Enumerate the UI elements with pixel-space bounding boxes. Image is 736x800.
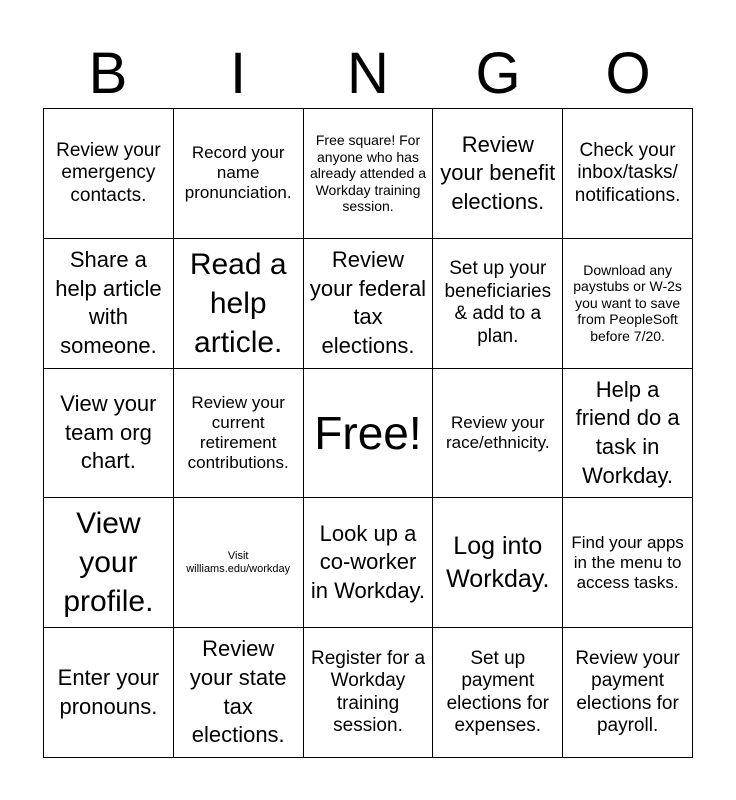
bingo-card: [43, 108, 693, 758]
header-letter-g: G: [475, 41, 521, 106]
bingo-square[interactable]: Review your benefit elections.: [433, 109, 563, 239]
header-letter-b: B: [88, 41, 128, 106]
bingo-square[interactable]: Check your inbox/tasks/ notifications.: [563, 109, 693, 239]
bingo-square[interactable]: Review your federal tax elections.: [304, 239, 434, 369]
bingo-square[interactable]: Review your current retirement contributions.: [174, 369, 304, 499]
bingo-square[interactable]: Review your payment elections for payroll.: [563, 628, 693, 758]
bingo-square[interactable]: Share a help article with someone.: [44, 239, 174, 369]
free-square-note[interactable]: Free square! For anyone who has already attended a Workday training session.: [304, 109, 434, 239]
bingo-square[interactable]: Enter your pronouns.: [44, 628, 174, 758]
bingo-square[interactable]: Set up payment elections for expenses.: [433, 628, 563, 758]
bingo-square[interactable]: Log into Workday.: [433, 498, 563, 628]
bingo-square[interactable]: Find your apps in the menu to access tasks.: [563, 498, 693, 628]
bingo-square[interactable]: View your profile.: [44, 498, 174, 628]
bingo-square[interactable]: Set up your beneficiaries & add to a plan.: [433, 239, 563, 369]
bingo-square[interactable]: View your team org chart.: [44, 369, 174, 499]
bingo-square[interactable]: Visit williams.edu/workday: [174, 498, 304, 628]
header-letter-i: I: [229, 41, 247, 106]
bingo-square[interactable]: Review your state tax elections.: [174, 628, 304, 758]
bingo-square[interactable]: Read a help article.: [174, 239, 304, 369]
bingo-square[interactable]: Review your emergency contacts.: [44, 109, 174, 239]
bingo-square[interactable]: Review your race/ethnicity.: [433, 369, 563, 499]
bingo-header: [43, 42, 693, 106]
free-center-square[interactable]: Free!: [304, 369, 434, 499]
bingo-square[interactable]: Look up a co-worker in Workday.: [304, 498, 434, 628]
bingo-square[interactable]: Download any paystubs or W-2s you want to save from PeopleSoft before 7/20.: [563, 239, 693, 369]
bingo-square[interactable]: Record your name pronunciation.: [174, 109, 304, 239]
header-letter-n: N: [347, 41, 389, 106]
bingo-square[interactable]: Help a friend do a task in Workday.: [563, 369, 693, 499]
bingo-square[interactable]: Register for a Workday training session.: [304, 628, 434, 758]
header-letter-o: O: [605, 41, 651, 106]
